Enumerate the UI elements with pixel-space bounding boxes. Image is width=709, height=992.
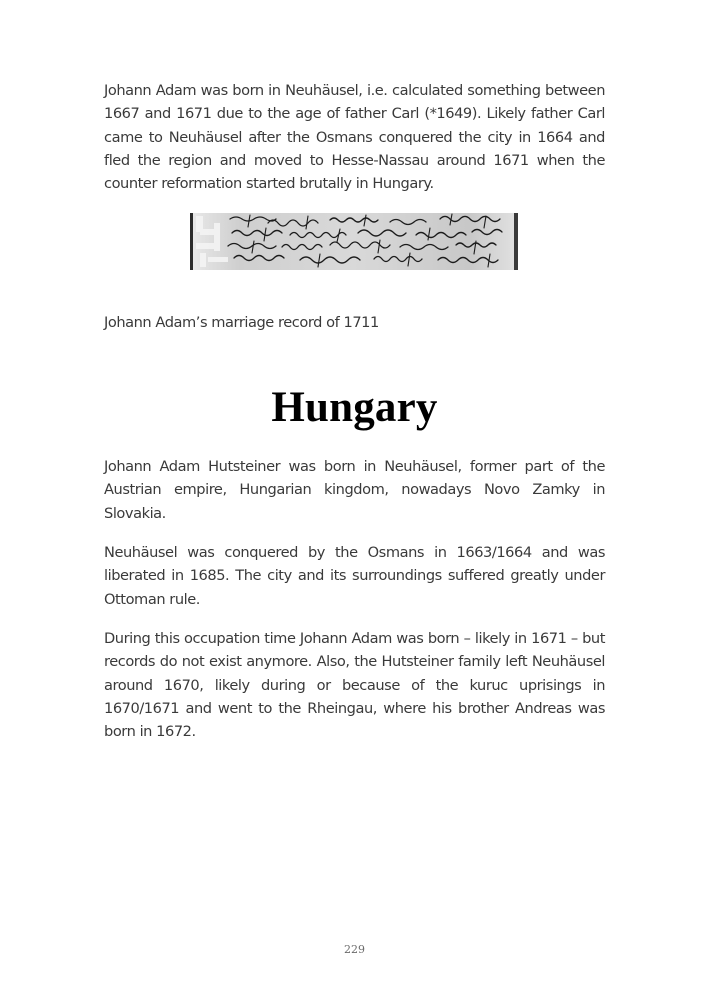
section-paragraph-1: Johann Adam Hutsteiner was born in Neuhäusel, former part of the Austrian empire, Hungarian kingdom, nowadays Novo Zamky in Slovakia.: [104, 458, 605, 522]
handwritten-record-icon: [190, 213, 518, 270]
figure-caption: Johann Adam’s marriage record of 1711: [104, 314, 379, 331]
section-paragraph-3: During this occupation time Johann Adam was born – likely in 1671 – but records do not exist anymore. Also, the Hutsteiner family left Neuhäusel around 1670, likely during or because of the kuruc uprisings in 1670/1671 and went to the Rheingau, where his brother Andreas was born in 1672.: [104, 630, 605, 741]
intro-paragraph: Johann Adam was born in Neuhäusel, i.e. calculated something between 1667 and 1671 due to the age of father Carl (*1649). Likely father Carl came to Neuhäusel after the Osmans conquered the city in 1664 and fled the region and moved to Hesse-Nassau around 1671 when the counter reformation started brutally in Hungary.: [104, 82, 605, 193]
page-number: 229: [344, 943, 365, 956]
section-heading: Hungary: [271, 384, 438, 431]
marriage-record-image: [190, 213, 518, 270]
section-paragraph-2: Neuhäusel was conquered by the Osmans in 1663/1664 and was liberated in 1685. The city and its surroundings suffered greatly under Ottoman rule.: [104, 544, 605, 608]
